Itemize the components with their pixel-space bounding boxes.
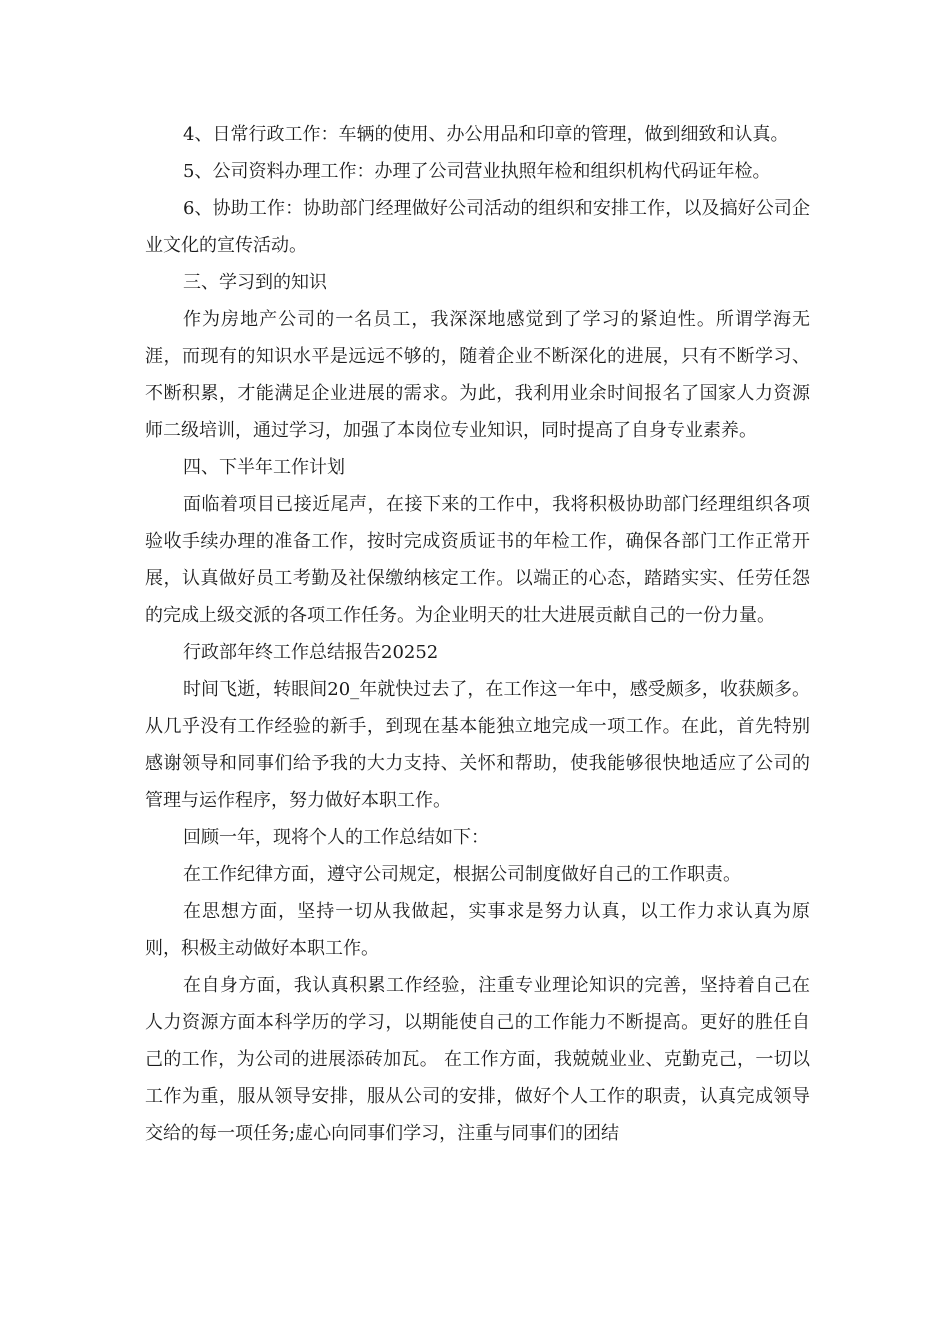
paragraph-work-plan: 面临着项目已接近尾声，在接下来的工作中，我将积极协助部门经理组织各项验收手续办理的准备工作，按时完成资质证书的年检工作，确保各部门工作正常开展，认真做好员工考勤及社保缴纳核定工作。以端正的心态，踏踏实实、任劳任怨的完成上级交派的各项工作任务。为企业明天的壮大进展贡献自己的一份力量。	[145, 494, 810, 626]
paragraph-item-5-company-documents: 5、公司资料办理工作：办理了公司营业执照年检和组织机构代码证年检。	[183, 161, 771, 182]
paragraph-review-intro: 回顾一年，现将个人的工作总结如下：	[183, 827, 489, 848]
paragraph-work-discipline: 在工作纪律方面，遵守公司规定，根据公司制度做好自己的工作职责。	[183, 864, 741, 885]
paragraph-item-6-assist-work: 6、协助工作：协助部门经理做好公司活动的组织和安排工作，以及搞好公司企业文化的宣传活动。	[145, 198, 810, 256]
section-heading-knowledge-learned: 三、学习到的知识	[183, 272, 327, 293]
paragraph-introduction: 时间飞逝，转眼间20_年就快过去了，在工作这一年中，感受颇多，收获颇多。从几乎没有工作经验的新手，到现在基本能独立地完成一项工作。在此，首先特别感谢领导和同事们给予我的大力支持、关怀和帮助，使我能够很快地适应了公司的管理与运作程序，努力做好本职工作。	[145, 679, 810, 811]
paragraph-learning: 作为房地产公司的一名员工，我深深地感觉到了学习的紧迫性。所谓学海无涯，而现有的知识水平是远远不够的，随着企业不断深化的进展，只有不断学习、不断积累，才能满足企业进展的需求。为此，我利用业余时间报名了国家人力资源师二级培训，通过学习，加强了本岗位专业知识，同时提高了自身专业素养。	[145, 309, 810, 441]
document-body	[145, 116, 810, 1152]
paragraph-self-development: 在自身方面，我认真积累工作经验，注重专业理论知识的完善，坚持着自己在人力资源方面本科学历的学习，以期能使自己的工作能力不断提高。更好的胜任自己的工作，为公司的进展添砖加瓦。 在工作方面，我兢兢业业、克勤克己，一切以工作为重，服从领导安排，服从公司的安排，做好个人工作的职责，认真完成领导交给的每一项任务;虚心向同事们学习，注重与同事们的团结	[145, 975, 810, 1144]
report-title: 行政部年终工作总结报告20252	[183, 642, 439, 663]
paragraph-item-4-daily-admin: 4、日常行政工作：车辆的使用、办公用品和印章的管理，做到细致和认真。	[183, 124, 789, 145]
paragraph-ideology: 在思想方面，坚持一切从我做起，实事求是努力认真，以工作力求认真为原则，积极主动做好本职工作。	[145, 901, 810, 959]
section-heading-second-half-plan: 四、下半年工作计划	[183, 457, 345, 478]
